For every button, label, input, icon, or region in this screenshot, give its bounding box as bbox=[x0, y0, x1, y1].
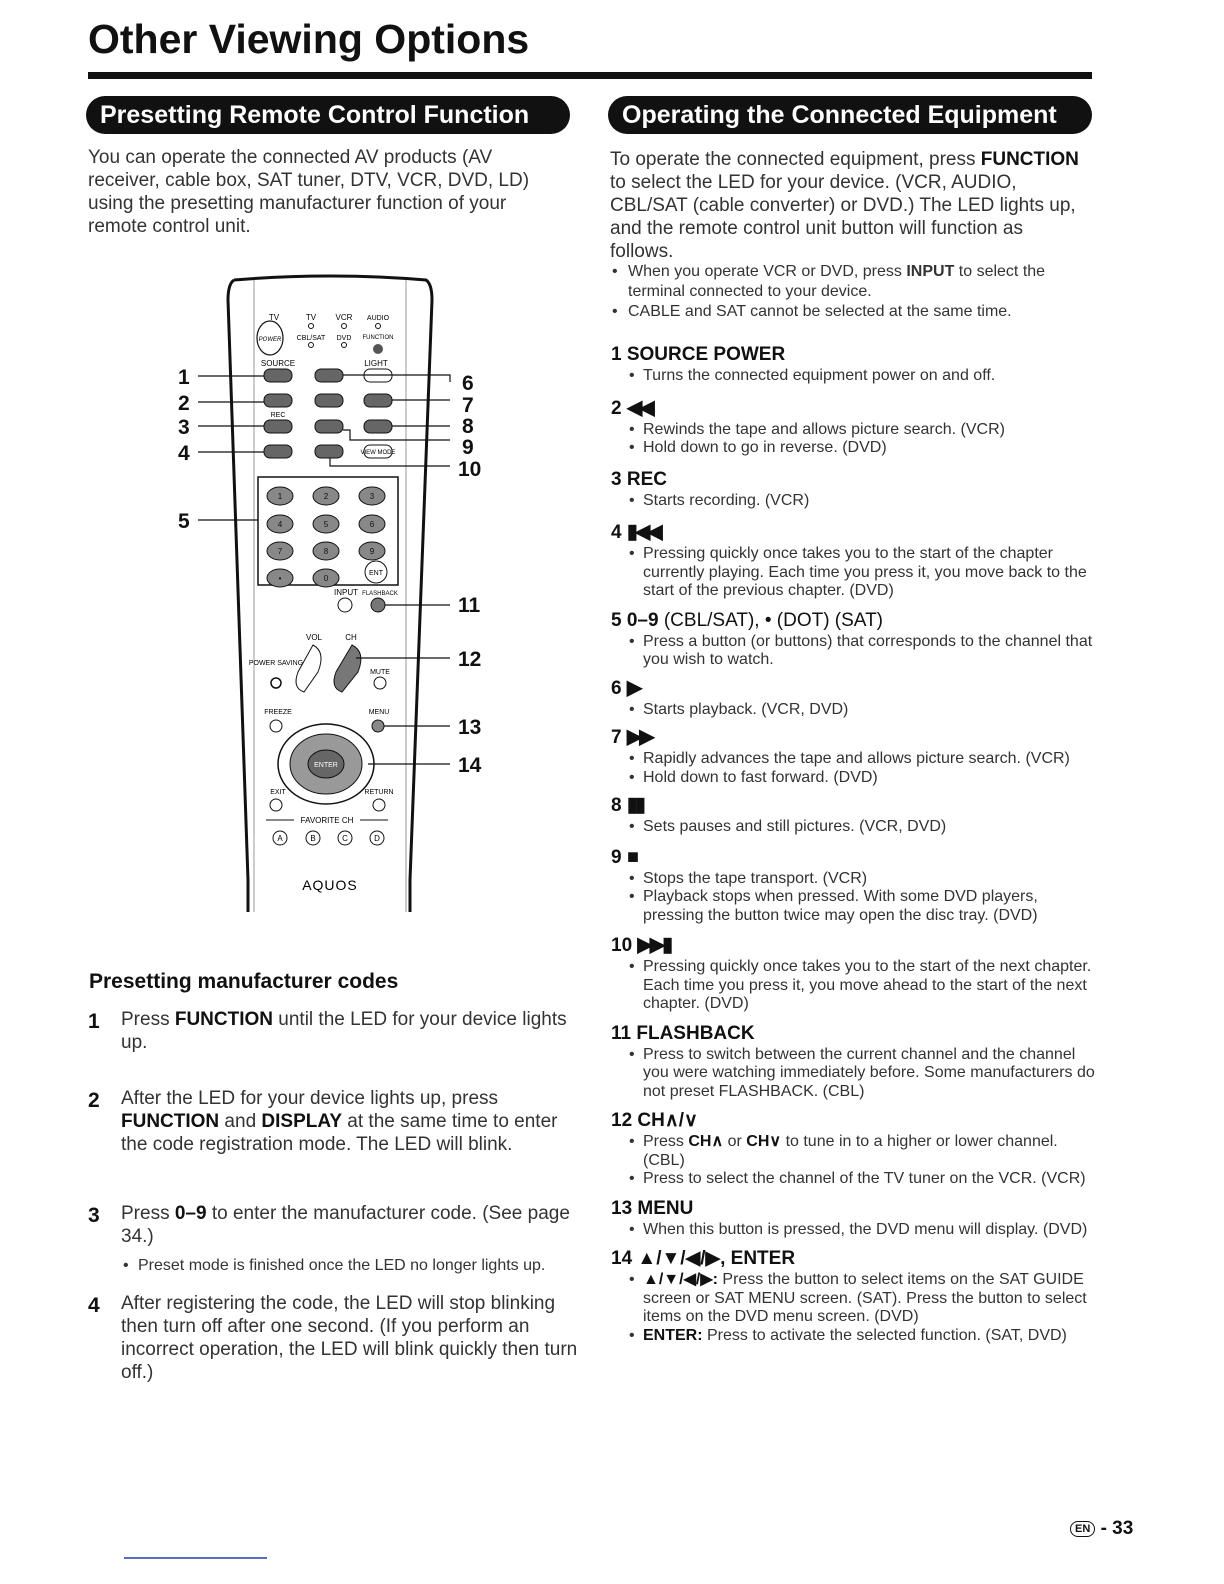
label-light: LIGHT bbox=[364, 359, 388, 368]
play-icon: ▶ bbox=[626, 676, 640, 699]
language-badge: EN bbox=[1070, 1521, 1095, 1537]
menu-button[interactable] bbox=[372, 720, 384, 732]
digit-key-label: 8 bbox=[323, 547, 329, 556]
label-menu: MENU bbox=[368, 709, 390, 716]
step-3: 3 Press 0–9 to enter the manufacturer code. (See page 34.) bbox=[88, 1203, 570, 1247]
label-rec: REC bbox=[270, 412, 286, 419]
svg-text:A: A bbox=[277, 834, 283, 843]
label-favorite-ch: FAVORITE CH bbox=[300, 816, 354, 825]
fast-forward-icon: ▶▶ bbox=[626, 726, 652, 748]
label-ch: CH bbox=[345, 633, 357, 642]
step-2: 2 After the LED for your device lights up, press FUNCTION and DISPLAY at the same time to enter the code registration mode. The LED will blink. bbox=[88, 1088, 558, 1155]
callout-5: 5 bbox=[178, 510, 190, 533]
function-5: 5 0–9 (CBL/SAT), • (DOT) (SAT) • Press a button (or buttons) that corresponds to the channel that you wish to watch. bbox=[611, 609, 1097, 670]
steps-list bbox=[88, 1008, 578, 1384]
input-button[interactable] bbox=[338, 598, 352, 612]
step-3-note: • Preset mode is finished once the LED no longer lights up. bbox=[88, 1256, 578, 1276]
volume-rocker[interactable] bbox=[296, 645, 321, 692]
stop-button[interactable] bbox=[315, 420, 343, 433]
step-1: 1 Press FUNCTION until the LED for your device lights up. bbox=[88, 1009, 567, 1053]
return-button[interactable] bbox=[373, 799, 385, 811]
step-4: 4 After registering the code, the LED will stop blinking then turn off after one second. (If you perform an incorrect operation, the LED will blink quickly then turn off.) bbox=[88, 1293, 578, 1383]
function-12: 12 CH∧/∨ • Press CH∧ or CH∨ to tune in to a higher or lower channel. (CBL) • Press to select the channel of the TV tuner on the VCR. (VCR) bbox=[611, 1109, 1097, 1189]
callout-13: 13 bbox=[458, 716, 482, 739]
label-freeze: FREEZE bbox=[264, 709, 292, 716]
digit-key-label: 4 bbox=[277, 520, 283, 529]
skip-forward-button[interactable] bbox=[364, 420, 392, 433]
label-ent: ENT bbox=[369, 570, 383, 577]
digit-key-label: 0 bbox=[323, 574, 329, 583]
pause-icon: ▮▮ bbox=[626, 794, 643, 816]
label-source: SOURCE bbox=[260, 359, 296, 368]
function-8: 8 ▮▮ • Sets pauses and still pictures. (VCR, DVD) bbox=[611, 793, 1097, 837]
label-audio: AUDIO bbox=[366, 315, 390, 322]
callout-2: 2 bbox=[178, 392, 190, 415]
callout-12: 12 bbox=[458, 648, 482, 671]
digit-key-label: 9 bbox=[369, 547, 375, 556]
label-enter: ENTER bbox=[314, 762, 338, 769]
label-power-saving: POWER SAVING bbox=[248, 660, 304, 667]
view-mode-button[interactable] bbox=[315, 445, 343, 458]
digit-key-label: 2 bbox=[323, 492, 329, 501]
footer-line bbox=[124, 1557, 267, 1559]
digit-key-label: 3 bbox=[369, 492, 375, 501]
label-return: RETURN bbox=[364, 789, 394, 796]
operating-notes bbox=[610, 262, 1094, 322]
function-1: 1 SOURCE POWER • Turns the connected equipment power on and off. bbox=[611, 343, 1097, 386]
digit-key-label: • bbox=[278, 574, 282, 583]
callout-8: 8 bbox=[462, 415, 474, 438]
brand-logo: AQUOS bbox=[302, 877, 358, 893]
svg-text:B: B bbox=[310, 834, 316, 843]
callout-9: 9 bbox=[462, 436, 474, 459]
title-rule bbox=[88, 72, 1092, 79]
digit-key-label: 5 bbox=[323, 520, 329, 529]
note-cable-sat: • CABLE and SAT cannot be selected at the same time. bbox=[610, 302, 1094, 322]
section-heading-presetting: Presetting Remote Control Function bbox=[86, 96, 570, 134]
skip-back-button[interactable] bbox=[264, 445, 292, 458]
source-power-button[interactable] bbox=[264, 369, 292, 382]
label-tv2: TV bbox=[305, 313, 317, 322]
function-7: 7 ▶▶ • Rapidly advances the tape and allows picture search. (VCR) • Hold down to fast forward. (DVD) bbox=[611, 725, 1097, 787]
callout-10: 10 bbox=[458, 458, 482, 481]
label-function: FUNCTION bbox=[362, 335, 394, 341]
label-cblsat: CBL/SAT bbox=[296, 335, 326, 342]
remote-control-illustration bbox=[170, 280, 500, 920]
fast-forward-button[interactable] bbox=[315, 394, 343, 407]
callout-7: 7 bbox=[462, 394, 474, 417]
label-power: POWER bbox=[258, 337, 282, 343]
page-title: Other Viewing Options bbox=[88, 16, 530, 62]
pause-button[interactable] bbox=[364, 394, 392, 407]
label-mute: MUTE bbox=[370, 669, 390, 676]
digit-key-label: 6 bbox=[369, 520, 375, 529]
label-dvd: DVD bbox=[336, 335, 352, 342]
play-button[interactable] bbox=[315, 369, 343, 382]
page-number: EN - 33 bbox=[1070, 1518, 1133, 1540]
function-4: 4 ▮◀◀ • Pressing quickly once takes you to the start of the chapter currently playing. Each time you press it, you move back to the start of the previous chapter. (DVD) bbox=[611, 520, 1097, 601]
operating-intro: To operate the connected equipment, press FUNCTION to select the LED for your device. (VCR, AUDIO, CBL/SAT (cable converter) or DVD.) The LED lights up, and the remote control unit button will function as follows. bbox=[610, 149, 1079, 262]
callout-11: 11 bbox=[458, 594, 481, 617]
function-9: 9 ■ • Stops the tape transport. (VCR) • Playback stops when pressed. With some DVD players, pressing the button twice may open the disc tray. (DVD) bbox=[611, 845, 1097, 926]
digit-key-label: 7 bbox=[277, 547, 283, 556]
flashback-button[interactable] bbox=[371, 598, 385, 612]
callout-3: 3 bbox=[178, 416, 190, 439]
callout-1: 1 bbox=[178, 366, 190, 389]
channel-rocker[interactable] bbox=[334, 645, 361, 692]
function-14: 14 ▲/▼/◀/▶, ENTER • ▲/▼/◀/▶: Press the button to select items on the SAT GUIDE screen or SAT MENU screen. (SAT). Press the button to select items on the DVD menu screen. (DVD) • ENTER: Press to activate the selected function. (SAT, DVD) bbox=[611, 1247, 1097, 1345]
freeze-button[interactable] bbox=[270, 720, 282, 732]
callout-14: 14 bbox=[458, 754, 482, 777]
rewind-button[interactable] bbox=[264, 394, 292, 407]
svg-text:C: C bbox=[342, 834, 348, 843]
label-view-mode: VIEW MODE bbox=[360, 450, 396, 456]
section-heading-operating: Operating the Connected Equipment bbox=[608, 96, 1092, 134]
skip-forward-icon: ▶▶▮ bbox=[637, 934, 671, 956]
label-vcr: VCR bbox=[335, 313, 353, 322]
function-13: 13 MENU • When this button is pressed, the DVD menu will display. (DVD) bbox=[611, 1197, 1097, 1240]
function-6: 6 ▶ • Starts playback. (VCR, DVD) bbox=[611, 676, 1097, 720]
skip-back-icon: ▮◀◀ bbox=[626, 521, 660, 543]
function-10: 10 ▶▶▮ • Pressing quickly once takes you to the start of the next chapter. Each time you press it, you move ahead to the start of the next chapter. (DVD) bbox=[611, 933, 1097, 1014]
rewind-icon: ◀◀ bbox=[626, 396, 652, 419]
mute-button[interactable] bbox=[374, 677, 386, 689]
function-list bbox=[611, 343, 1097, 1351]
digit-key-label: 1 bbox=[277, 492, 283, 501]
function-button[interactable] bbox=[373, 344, 383, 354]
label-vol: VOL bbox=[305, 633, 323, 642]
function-11: 11 FLASHBACK • Press to switch between the current channel and the channel you were watching immediately before. Some manufacturers do not preset FLASHBACK. (CBL) bbox=[611, 1022, 1097, 1102]
callout-6: 6 bbox=[462, 372, 474, 395]
note-input: • When you operate VCR or DVD, press INPUT to select the terminal connected to your device. bbox=[610, 262, 1094, 302]
label-exit: EXIT bbox=[270, 789, 286, 796]
callout-4: 4 bbox=[178, 442, 190, 465]
svg-text:D: D bbox=[374, 834, 380, 843]
power-saving-button[interactable] bbox=[271, 678, 281, 688]
function-3: 3 REC • Starts recording. (VCR) bbox=[611, 468, 1097, 511]
exit-button[interactable] bbox=[270, 799, 282, 811]
label-input: INPUT bbox=[334, 588, 358, 597]
label-tv1: TV bbox=[268, 313, 280, 322]
function-2: 2 ◀◀ • Rewinds the tape and allows picture search. (VCR) • Hold down to go in reverse. (DVD) bbox=[611, 396, 1097, 458]
codes-title: Presetting manufacturer codes bbox=[89, 970, 399, 993]
presetting-intro: You can operate the connected AV products (AV receiver, cable box, SAT tuner, DTV, VCR, DVD, LD) using the presetting manufacturer function of your remote control unit. bbox=[88, 147, 530, 237]
label-flashback: FLASHBACK bbox=[362, 591, 398, 597]
stop-icon: ■ bbox=[626, 845, 636, 868]
rec-button[interactable] bbox=[264, 420, 292, 433]
